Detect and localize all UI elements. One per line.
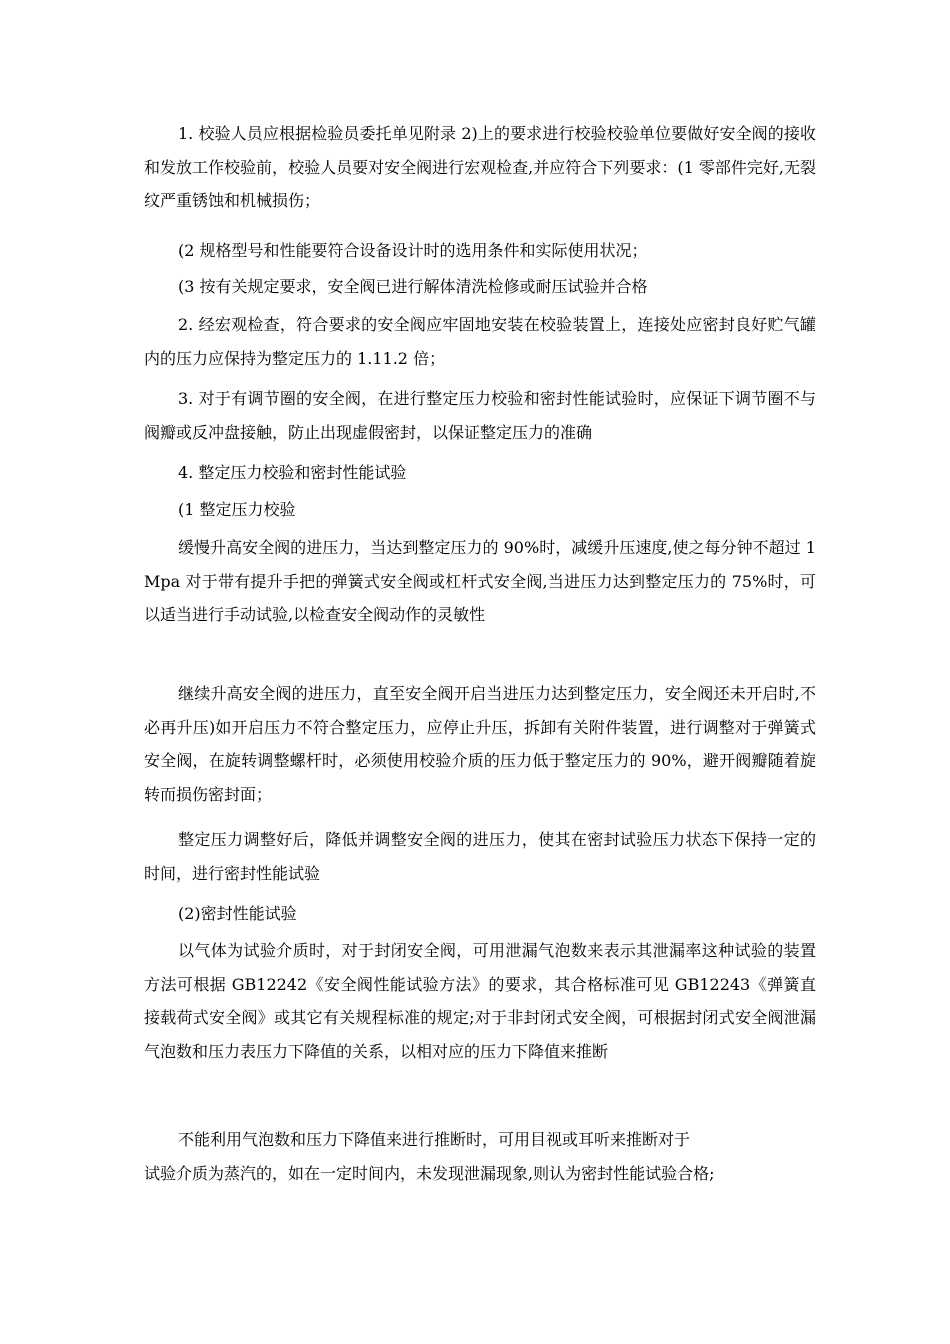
paragraph-11: (2)密封性能试验 xyxy=(178,904,297,923)
paragraph-7: (1 整定压力校验 xyxy=(178,500,296,519)
paragraph-8: 缓慢升高安全阀的进压力，当达到整定压力的 90%时，减缓升压速度,使之每分钟不超过 1Mpa 对于带有提升手把的弹簧式安全阀或杠杆式安全阀,当进压力达到整定压力的 75%时，可以适当进行手动试验,以检查安全阀动作的灵敏性 xyxy=(144,538,816,624)
paragraph-5: 3. 对于有调节圈的安全阀，在进行整定压力校验和密封性能试验时，应保证下调节圈不与阀瓣或反冲盘接触，防止出现虚假密封，以保证整定压力的准确 xyxy=(144,389,816,442)
paragraph-14: 试验介质为蒸汽的，如在一定时间内，未发现泄漏现象,则认为密封性能试验合格; xyxy=(144,1164,715,1183)
paragraph-1: 1. 校验人员应根据检验员委托单见附录 2)上的要求进行校验校验单位要做好安全阀的接收和发放工作校验前，校验人员要对安全阀进行宏观检查,并应符合下列要求：(1 零部件完好,无裂纹严重锈蚀和机械损伤； xyxy=(144,124,816,210)
paragraph-13: 不能利用气泡数和压力下降值来进行推断时，可用目视或耳听来推断对于 xyxy=(178,1130,691,1149)
paragraph-2: (2 规格型号和性能要符合设备设计时的选用条件和实际使用状况； xyxy=(178,241,648,260)
paragraph-4: 2. 经宏观检查，符合要求的安全阀应牢固地安装在校验装置上，连接处应密封良好贮气罐内的压力应保持为整定压力的 1.11.2 倍； xyxy=(144,315,816,368)
paragraph-6: 4. 整定压力校验和密封性能试验 xyxy=(178,463,407,482)
paragraph-12: 以气体为试验介质时，对于封闭安全阀，可用泄漏气泡数来表示其泄漏率这种试验的装置方法可根据 GB12242《安全阀性能试验方法》的要求，其合格标准可见 GB12243《弹簧直接载荷式安全阀》或其它有关规程标准的规定;对于非封闭式安全阀，可根据封闭式安全阀泄漏气泡数和压力表压力下降值的关系，以相对应的压力下降值来推断 xyxy=(144,941,816,1061)
paragraph-9: 继续升高安全阀的进压力，直至安全阀开启当进压力达到整定压力，安全阀还未开启时,不必再升压)如开启压力不符合整定压力，应停止升压，拆卸有关附件装置，进行调整对于弹簧式安全阀，在旋转调整螺杆时，必须使用校验介质的压力低于整定压力的 90%，避开阀瓣随着旋转而损伤密封面； xyxy=(144,684,816,804)
paragraph-3: (3 按有关规定要求，安全阀已进行解体清洗检修或耐压试验并合格 xyxy=(178,277,648,296)
paragraph-10: 整定压力调整好后，降低并调整安全阀的进压力，使其在密封试验压力状态下保持一定的时间，进行密封性能试验 xyxy=(144,830,816,883)
